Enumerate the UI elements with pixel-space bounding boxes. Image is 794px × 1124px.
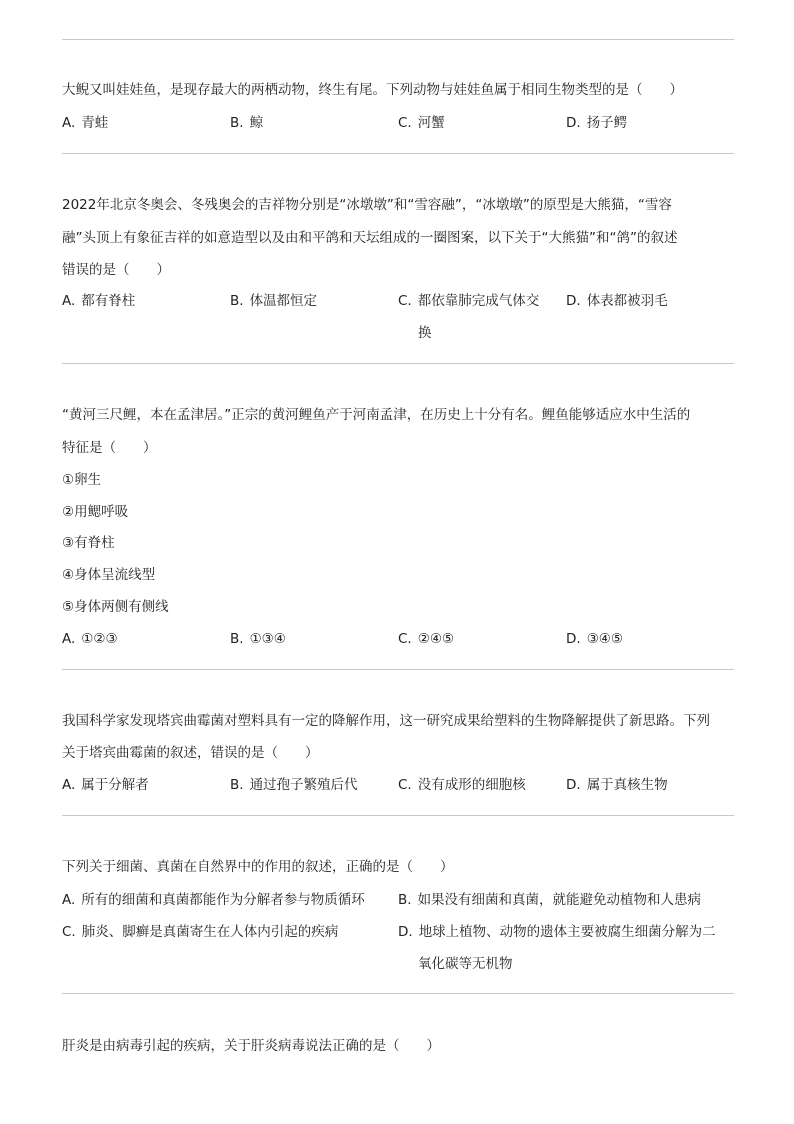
question-stem: 融”头顶上有象征吉祥的如意造型以及由和平鸽和天坛组成的一圈图案，以下关于“大熊猫”和“鸽”的叙述: [62, 230, 678, 246]
option-b[interactable]: [230, 629, 286, 649]
option-letter: D.: [566, 115, 581, 131]
option-letter: D.: [398, 924, 413, 940]
option-c[interactable]: [398, 629, 454, 649]
statement-item: ④身体呈流线型: [62, 567, 156, 583]
option-text: 所有的细菌和真菌都能作为分解者参与物质循环: [81, 892, 365, 908]
option-letter: A.: [62, 892, 76, 908]
option-letter: B.: [398, 892, 412, 908]
option-text: 都依靠肺完成气体交: [417, 293, 540, 309]
option-a[interactable]: [62, 775, 149, 795]
section-divider: [62, 153, 734, 154]
option-text: 肺炎、脚癣是真菌寄生在人体内引起的疾病: [81, 924, 339, 940]
option-c[interactable]: [398, 291, 539, 311]
option-text: 属于分解者: [81, 777, 149, 793]
option-letter: C.: [398, 293, 412, 309]
option-b[interactable]: [230, 775, 358, 795]
option-letter: B.: [230, 293, 244, 309]
question-stem: 大鲵又叫娃娃鱼，是现存最大的两栖动物，终生有尾。下列动物与娃娃鱼属于相同生物类型的是（ ）: [62, 82, 683, 98]
option-text: 没有成形的细胞核: [417, 777, 526, 793]
option-text: 通过孢子繁殖后代: [249, 777, 358, 793]
option-letter: A.: [62, 777, 76, 793]
question-stem: 特征是（ ）: [62, 440, 157, 456]
option-letter: A.: [62, 115, 76, 131]
option-text: 扬子鳄: [586, 115, 628, 131]
option-a[interactable]: [62, 890, 365, 910]
statement-item: ①卵生: [62, 472, 102, 488]
option-text: 青蛙: [81, 115, 109, 131]
option-d[interactable]: [566, 291, 668, 311]
section-divider: [62, 669, 734, 670]
question-stem: 错误的是（ ）: [62, 262, 170, 278]
option-text: 地球上植物、动物的遗体主要被腐生细菌分解为二: [418, 924, 716, 940]
question-stem: “黄河三尺鲤，本在孟津居。”正宗的黄河鲤鱼产于河南孟津，在历史上十分有名。鲤鱼能够适应水中生活的: [62, 407, 691, 423]
option-letter: A.: [62, 631, 76, 647]
option-letter: C.: [62, 924, 76, 940]
option-letter: B.: [230, 115, 244, 131]
option-letter: C.: [398, 631, 412, 647]
option-text: 如果没有细菌和真菌，就能避免动植物和人患病: [417, 892, 702, 908]
option-text: 都有脊柱: [81, 293, 136, 309]
section-divider: [62, 815, 734, 816]
question-stem: 肝炎是由病毒引起的疾病，关于肝炎病毒说法正确的是（ ）: [62, 1038, 440, 1054]
option-a[interactable]: [62, 629, 118, 649]
option-text: 鲸: [249, 115, 264, 131]
statement-item: ②用鳃呼吸: [62, 504, 129, 520]
option-c[interactable]: [398, 113, 445, 133]
option-text: ②④⑤: [417, 631, 455, 647]
option-text: 体温都恒定: [249, 293, 318, 309]
option-c-continuation: 换: [418, 325, 432, 341]
option-text: ③④⑤: [586, 631, 623, 647]
section-divider: [62, 363, 734, 364]
option-letter: B.: [230, 777, 244, 793]
question-stem: 我国科学家发现塔宾曲霉菌对塑料具有一定的降解作用，这一研究成果给塑料的生物降解提供了新思路。下列: [62, 713, 710, 729]
option-text: 属于真核生物: [586, 777, 668, 793]
option-letter: D.: [566, 777, 581, 793]
option-text: 河蟹: [417, 115, 445, 131]
option-letter: B.: [230, 631, 244, 647]
section-divider: [62, 39, 734, 40]
option-a[interactable]: [62, 291, 135, 311]
option-text: ①③④: [249, 631, 286, 647]
option-letter: C.: [398, 115, 412, 131]
option-d[interactable]: [566, 113, 627, 133]
question-stem: 下列关于细菌、真菌在自然界中的作用的叙述，正确的是（ ）: [62, 859, 454, 875]
option-b[interactable]: [230, 291, 317, 311]
option-d-continuation: 氧化碳等无机物: [418, 956, 513, 972]
option-d[interactable]: [398, 922, 716, 942]
option-a[interactable]: [62, 113, 108, 133]
option-c[interactable]: [62, 922, 338, 942]
option-text: ①②③: [81, 631, 118, 647]
option-d[interactable]: [566, 629, 623, 649]
option-letter: D.: [566, 631, 581, 647]
option-d[interactable]: [566, 775, 668, 795]
option-letter: D.: [566, 293, 581, 309]
statement-item: ③有脊柱: [62, 535, 115, 551]
statement-item: ⑤身体两侧有侧线: [62, 599, 169, 615]
option-letter: C.: [398, 777, 412, 793]
question-stem: 2022年北京冬奥会、冬残奥会的吉祥物分别是“冰墩墩”和“雪容融”，“冰墩墩”的原型是大熊猫，“雪容: [62, 197, 672, 213]
section-divider: [62, 993, 734, 994]
option-b[interactable]: [398, 890, 701, 910]
option-c[interactable]: [398, 775, 526, 795]
question-stem: 关于塔宾曲霉菌的叙述，错误的是（ ）: [62, 745, 319, 761]
option-letter: A.: [62, 293, 76, 309]
option-b[interactable]: [230, 113, 263, 133]
option-text: 体表都被羽毛: [586, 293, 668, 309]
